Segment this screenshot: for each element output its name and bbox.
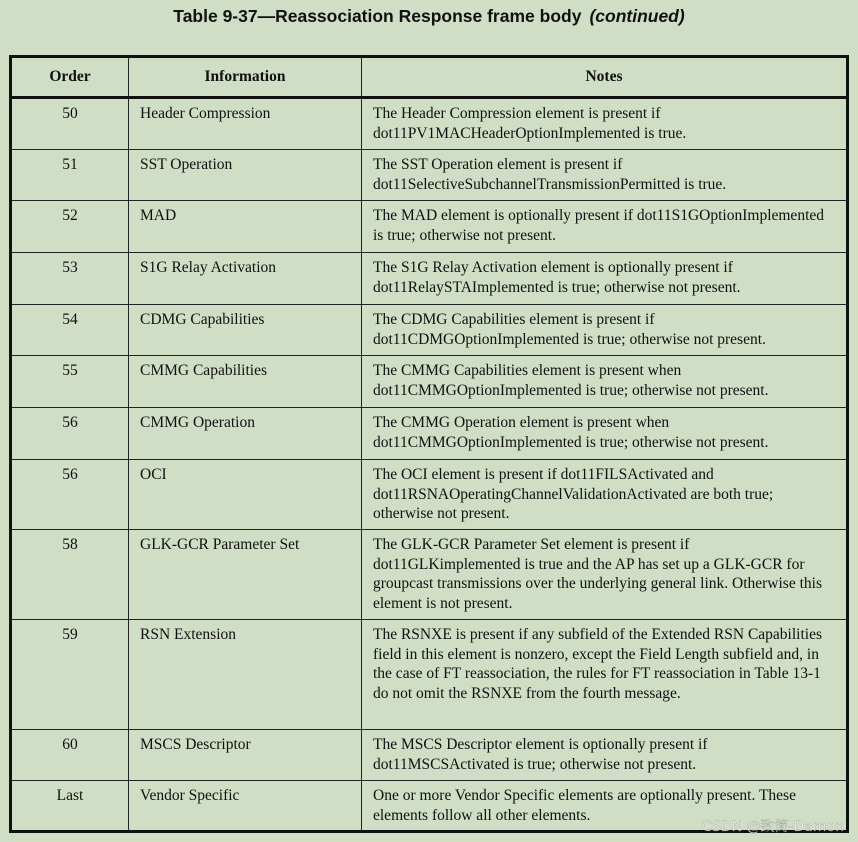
cell-information: Vendor Specific [129,781,362,832]
cell-information: MAD [129,201,362,253]
table-row [11,356,848,408]
cell-notes: The SST Operation element is present if dot11SelectiveSubchannelTransmissionPermitted is true. [362,150,848,201]
cell-order: 55 [11,356,129,408]
cell-order: 54 [11,305,129,356]
cell-information: GLK-GCR Parameter Set [129,530,362,620]
cell-information: CMMG Operation [129,408,362,460]
cell-notes: The CMMG Capabilities element is present when dot11CMMGOptionImplemented is true; otherwise not present. [362,356,848,408]
cell-order: Last [11,781,129,832]
cell-order: 56 [11,408,129,460]
header-order: Order [11,57,129,98]
table-caption-main: Table 9-37—Reassociation Response frame body [173,6,582,26]
cell-information: Header Compression [129,98,362,150]
table-row [11,408,848,460]
cell-notes: The CMMG Operation element is present when dot11CMMGOptionImplemented is true; otherwise not present. [362,408,848,460]
cell-order: 56 [11,460,129,530]
cell-information: S1G Relay Activation [129,253,362,305]
table-row [11,305,848,356]
watermark: CSDN @致简-Damon [702,819,844,835]
table-caption-continued: (continued) [589,6,685,26]
cell-notes: The S1G Relay Activation element is optionally present if dot11RelaySTAImplemented is true; otherwise not present. [362,253,848,305]
table-row [11,150,848,201]
cell-notes: The CDMG Capabilities element is present if dot11CDMGOptionImplemented is true; otherwise not present. [362,305,848,356]
cell-order: 50 [11,98,129,150]
table-row [11,460,848,530]
table-header-row [11,57,848,98]
cell-notes: The MAD element is optionally present if dot11S1GOptionImplemented is true; otherwise not present. [362,201,848,253]
table-caption [0,6,858,27]
cell-information: CMMG Capabilities [129,356,362,408]
cell-order: 52 [11,201,129,253]
header-notes: Notes [362,57,848,98]
table-row [11,620,848,730]
table-row [11,201,848,253]
table-row [11,530,848,620]
cell-notes: The Header Compression element is present if dot11PV1MACHeaderOptionImplemented is true. [362,98,848,150]
cell-notes: The GLK-GCR Parameter Set element is present if dot11GLKimplemented is true and the AP has set up a GLK-GCR for groupcast transmissions over the underlying general link. Otherwise this element is not present. [362,530,848,620]
cell-order: 60 [11,730,129,781]
table-row [11,98,848,150]
cell-order: 53 [11,253,129,305]
cell-notes: The OCI element is present if dot11FILSActivated and dot11RSNAOperatingChannelValidationActivated are both true; otherwise not present. [362,460,848,530]
table-row [11,253,848,305]
cell-notes: The MSCS Descriptor element is optionally present if dot11MSCSActivated is true; otherwise not present. [362,730,848,781]
cell-order: 59 [11,620,129,730]
reassociation-response-table [9,55,849,833]
cell-information: CDMG Capabilities [129,305,362,356]
cell-information: RSN Extension [129,620,362,730]
cell-order: 51 [11,150,129,201]
table-row [11,730,848,781]
cell-order: 58 [11,530,129,620]
cell-information: SST Operation [129,150,362,201]
cell-information: MSCS Descriptor [129,730,362,781]
header-information: Information [129,57,362,98]
cell-information: OCI [129,460,362,530]
cell-notes: One or more Vendor Specific elements are optionally present. These elements follow all other elements. [362,781,848,832]
cell-notes: The RSNXE is present if any subfield of the Extended RSN Capabilities field in this element is nonzero, except the Field Length subfield and, in the case of FT reassociation, the rules for FT reassociation in Table 13-1 do not omit the RSNXE from the fourth message. [362,620,848,730]
